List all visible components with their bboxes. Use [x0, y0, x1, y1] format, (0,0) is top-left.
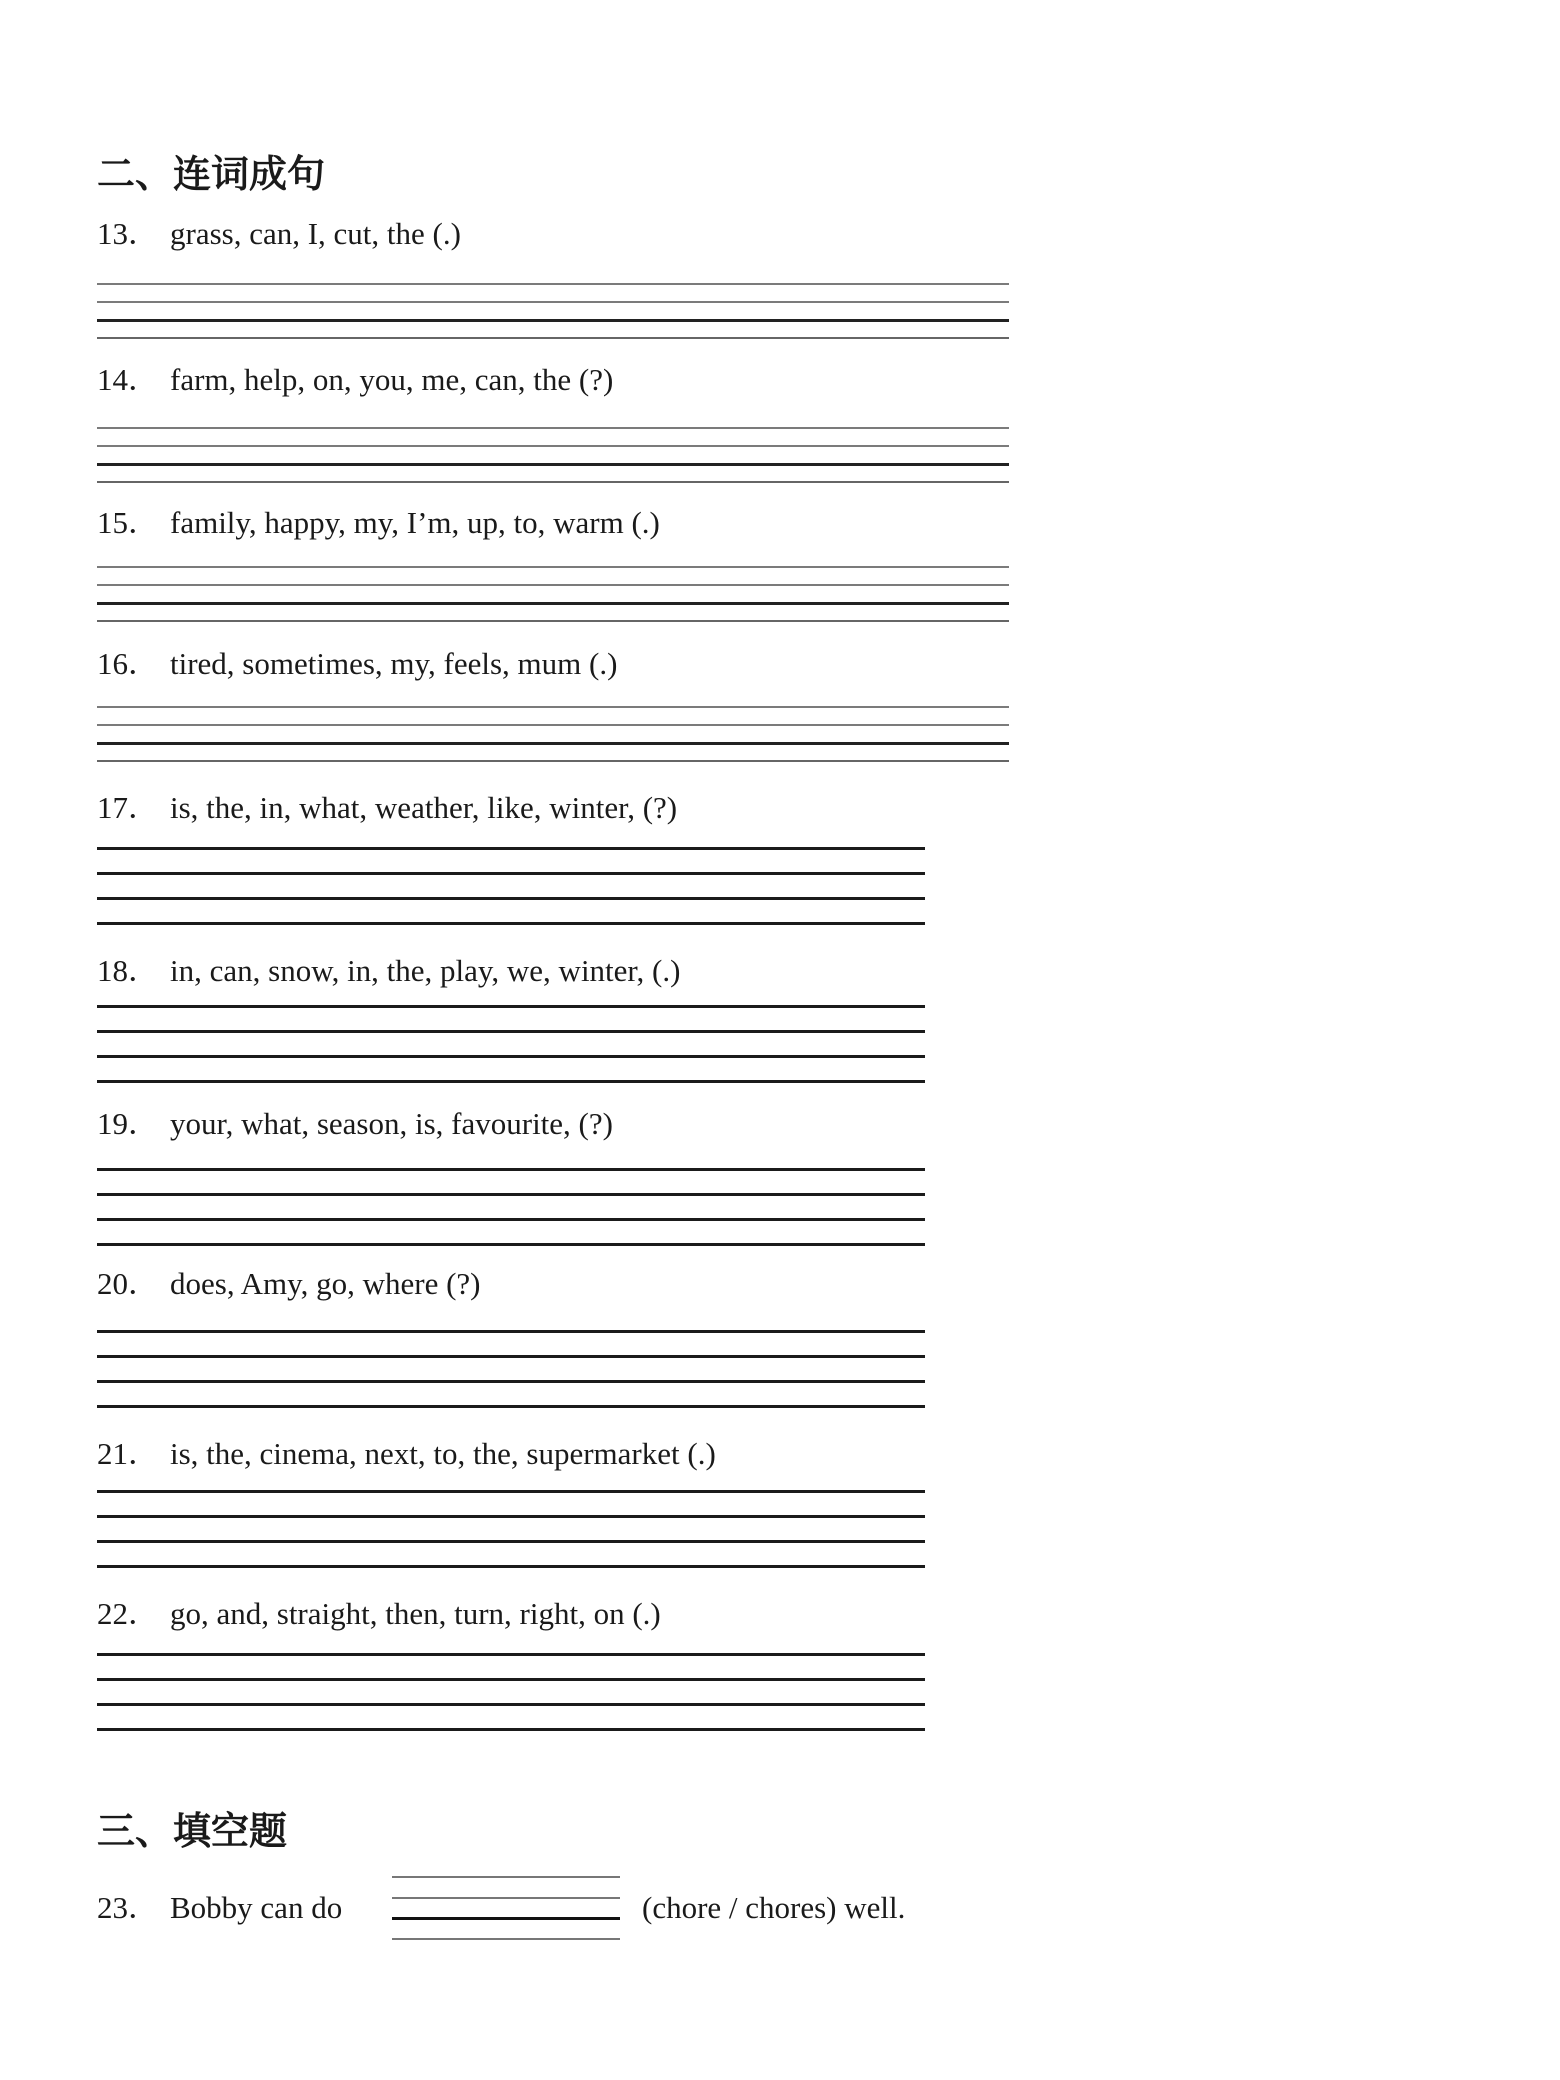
- question-23-number: 23．: [97, 1890, 159, 1925]
- question-13: [97, 216, 461, 252]
- answer-line: [97, 1703, 925, 1706]
- question-20-text: does, Amy, go, where (?): [170, 1266, 481, 1301]
- question-20-number: 20．: [97, 1266, 159, 1301]
- answer-line: [97, 1218, 925, 1221]
- answer-lines-17: [97, 847, 925, 925]
- section-3-heading: 三、填空题: [97, 1811, 288, 1853]
- question-15: [97, 505, 660, 541]
- answer-line: [97, 1490, 925, 1493]
- blank-line: [392, 1876, 620, 1878]
- answer-lines-16: [97, 706, 1009, 762]
- answer-lines-22: [97, 1653, 925, 1731]
- answer-line: [97, 427, 1009, 429]
- answer-line: [97, 301, 1009, 303]
- fill-in-blank-lines: [392, 1876, 620, 1940]
- question-18-number: 18．: [97, 953, 159, 988]
- answer-line: [97, 620, 1009, 622]
- answer-line: [97, 1330, 925, 1333]
- answer-line: [97, 463, 1009, 466]
- answer-line: [97, 1678, 925, 1681]
- question-18: [97, 953, 680, 989]
- question-16-number: 16．: [97, 646, 159, 681]
- question-13-number: 13．: [97, 216, 159, 251]
- question-14: [97, 362, 613, 398]
- answer-line: [97, 760, 1009, 762]
- answer-line: [97, 1030, 925, 1033]
- answer-line: [97, 897, 925, 900]
- question-16: [97, 646, 617, 682]
- question-22-number: 22．: [97, 1596, 159, 1631]
- answer-lines-20: [97, 1330, 925, 1408]
- question-13-text: grass, can, I, cut, the (.): [170, 216, 461, 251]
- answer-line: [97, 1080, 925, 1083]
- question-23-text-before: Bobby can do: [170, 1890, 343, 1925]
- question-19-text: your, what, season, is, favourite, (?): [170, 1106, 613, 1141]
- answer-line: [97, 872, 925, 875]
- answer-line: [97, 1168, 925, 1171]
- question-21-text: is, the, cinema, next, to, the, supermarket (.): [170, 1436, 716, 1471]
- answer-line: [97, 1653, 925, 1656]
- answer-lines-18: [97, 1005, 925, 1083]
- answer-line: [97, 1728, 925, 1731]
- answer-lines-21: [97, 1490, 925, 1568]
- answer-line: [97, 283, 1009, 285]
- answer-line: [97, 1540, 925, 1543]
- blank-line: [392, 1938, 620, 1940]
- answer-line: [97, 742, 1009, 745]
- question-14-text: farm, help, on, you, me, can, the (?): [170, 362, 614, 397]
- answer-line: [97, 566, 1009, 568]
- question-15-number: 15．: [97, 505, 159, 540]
- answer-line: [97, 584, 1009, 586]
- answer-line: [97, 1005, 925, 1008]
- answer-lines-19: [97, 1168, 925, 1246]
- answer-line: [97, 337, 1009, 339]
- question-19-number: 19．: [97, 1106, 159, 1141]
- question-21-number: 21．: [97, 1436, 159, 1471]
- section-2-heading: 二、连词成句: [97, 154, 326, 196]
- question-17-number: 17．: [97, 790, 159, 825]
- question-17-text: is, the, in, what, weather, like, winter, (?): [170, 790, 678, 825]
- answer-line: [97, 319, 1009, 322]
- question-19: [97, 1106, 613, 1142]
- answer-line: [97, 1243, 925, 1246]
- answer-line: [97, 445, 1009, 447]
- question-18-text: in, can, snow, in, the, play, we, winter, (.): [170, 953, 681, 988]
- answer-line: [97, 1565, 925, 1568]
- answer-line: [97, 1380, 925, 1383]
- answer-lines-14: [97, 427, 1009, 483]
- question-17: [97, 790, 677, 826]
- answer-line: [97, 481, 1009, 483]
- question-20: [97, 1266, 480, 1302]
- answer-line: [97, 1355, 925, 1358]
- blank-line: [392, 1917, 620, 1920]
- question-14-number: 14．: [97, 362, 159, 397]
- answer-line: [97, 922, 925, 925]
- answer-lines-13: [97, 283, 1009, 339]
- question-22-text: go, and, straight, then, turn, right, on (.): [170, 1596, 661, 1631]
- answer-line: [97, 1055, 925, 1058]
- answer-line: [97, 724, 1009, 726]
- question-21: [97, 1436, 716, 1472]
- answer-line: [97, 847, 925, 850]
- answer-line: [97, 602, 1009, 605]
- blank-line: [392, 1897, 620, 1899]
- answer-line: [97, 1405, 925, 1408]
- answer-line: [97, 1193, 925, 1196]
- answer-lines-15: [97, 566, 1009, 622]
- question-16-text: tired, sometimes, my, feels, mum (.): [170, 646, 618, 681]
- question-22: [97, 1596, 661, 1632]
- question-23-text-after: (chore / chores) well.: [642, 1890, 906, 1925]
- question-15-text: family, happy, my, I’m, up, to, warm (.): [170, 505, 660, 540]
- question-23: [97, 1890, 342, 1926]
- answer-line: [97, 706, 1009, 708]
- answer-line: [97, 1515, 925, 1518]
